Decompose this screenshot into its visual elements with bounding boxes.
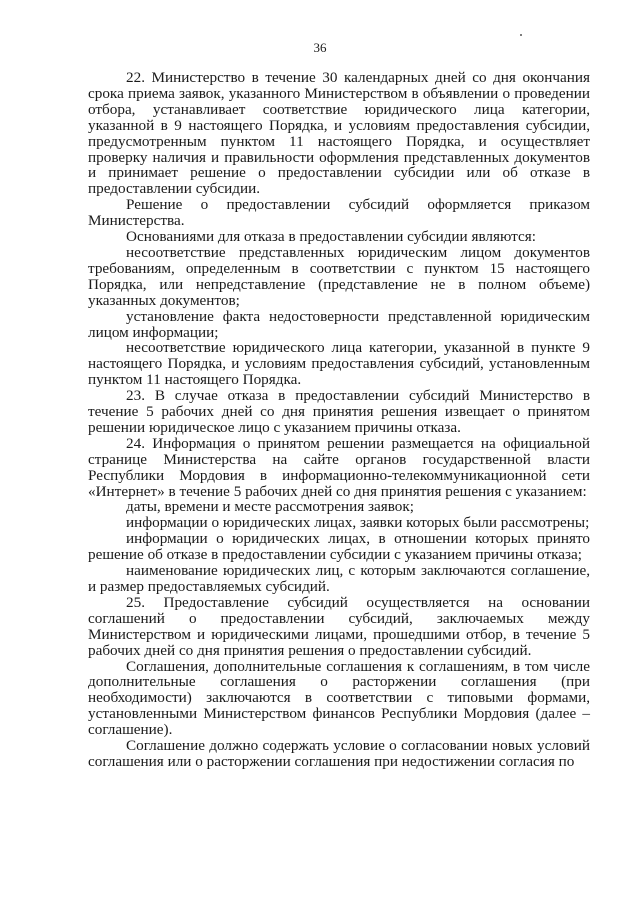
paragraph: наименование юридических лиц, с которым заключаются соглашение, и размер предоставляемых субсидий. [88,562,590,595]
paragraph: установление факта недостоверности представленной юридическим лицом информации; [88,307,590,341]
paragraph: несоответствие представленных юридическим лицом документов требованиям, определенным в соответствии с пунктом 15 настоящего Порядка, или непредставление (представление не в полном объеме) указанных документов; [88,243,590,309]
paragraph: 23. В случае отказа в предоставлении субсидий Министерство в течение 5 рабочих дней со дня принятия решения извещает о принятом решении юридическое лицо с указанием причины отказа. [88,387,590,436]
paragraph: несоответствие юридического лица категории, указанной в пункте 9 настоящего Порядка, и условиям предоставления субсидий, установленным пунктом 11 настоящего Порядка. [88,339,590,389]
scan-speck [520,34,522,36]
page-number: 36 [313,40,327,55]
paragraph: Соглашения, дополнительные соглашения к соглашениям, в том числе дополнительные соглашения о расторжении соглашения (при необходимости) заключаются в соответствии с типовыми формами, установленными Министерством финансов Республики Мордовия (далее – соглашение). [88,657,590,739]
paragraph: Решение о предоставлении субсидий оформляется приказом Министерства. [88,196,590,230]
paragraph: информации о юридических лицах, в отношении которых принято решение об отказе в предоставлении субсидии с указанием причины отказа; [88,530,590,564]
paragraph: информации о юридических лицах, заявки которых были рассмотрены; [126,514,590,532]
paragraph: 22. Министерство в течение 30 календарных дней со дня окончания срока приема заявок, указанного Министерством в объявлении о проведении отбора, устанавливает соответствие юридического лица категории, указанной в 9 настоящего Порядка, и условиям предоставления субсидии, предусмотренным пунктом 11 настоящего Порядка, и осуществляет проверку наличия и правильности оформления представленных документов и принимает решение о предоставлении субсидии или об отказе в предоставлении субсидии. [88,69,590,198]
paragraph: 25. Предоставление субсидий осуществляется на основании соглашений о предоставлении субсидий, заключаемых между Министерством и юридическими лицами, прошедшими отбор, в течение 5 рабочих дней со дня принятия решения о предоставлении субсидий. [88,593,590,659]
document-body [88,70,590,770]
paragraph: Соглашение должно содержать условие о согласовании новых условий соглашения или о расторжении соглашения при недостижении согласия по [88,737,590,770]
paragraph: Основаниями для отказа в предоставлении субсидии являются: [126,228,536,246]
paragraph: даты, времени и месте рассмотрения заявок; [126,498,414,516]
paragraph: 24. Информация о принятом решении размещается на официальной странице Министерства на сайте органов государственной власти Республики Мордовия в информационно-телекоммуникационной сети «Интернет» в течение 5 рабочих дней со дня принятия решения с указанием: [88,434,590,500]
